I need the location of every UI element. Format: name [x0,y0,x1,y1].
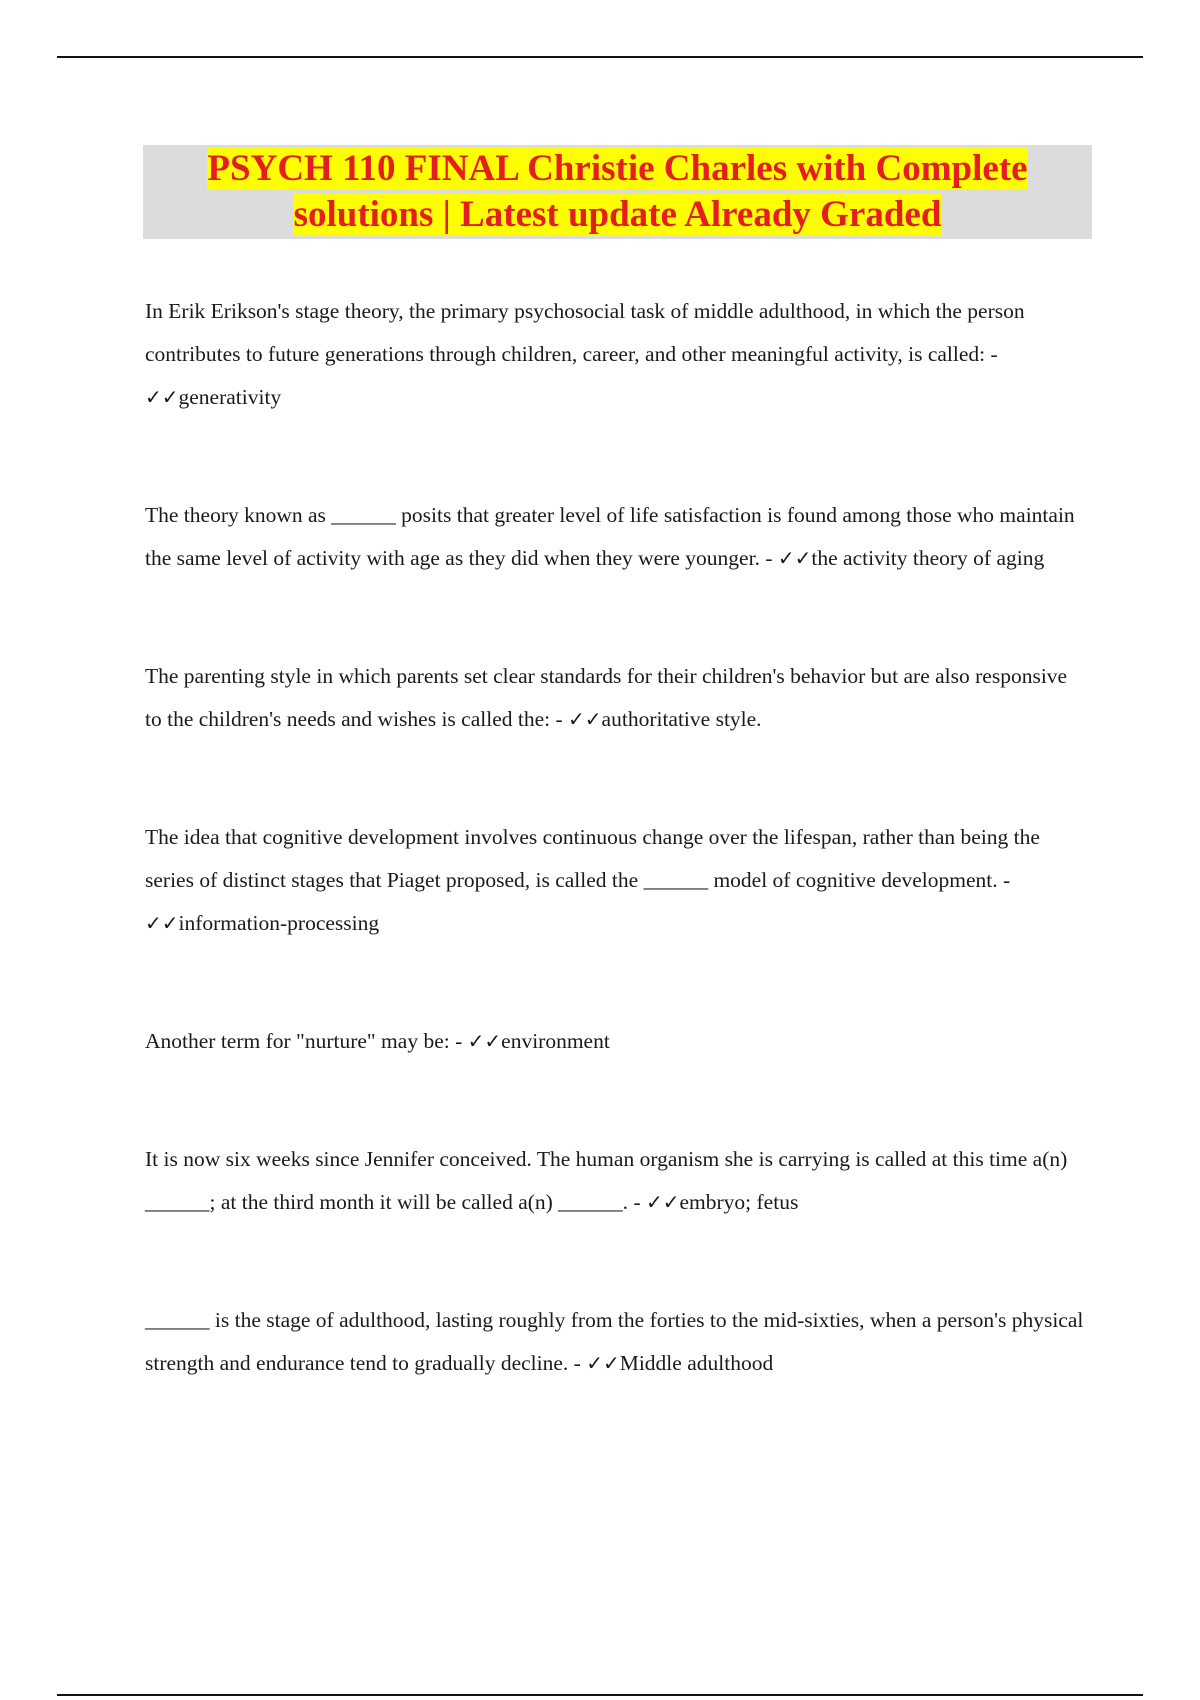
page-top-rule [57,56,1143,58]
check-icon: ✓✓ [645,1190,680,1214]
question-text: ______ is the stage of adulthood, lasting roughly from the forties to the mid-sixties, when a person's physical strength and endurance tend to gradually decline. [145,1308,1084,1375]
answer-text: generativity [178,385,282,409]
answer-text: Middle adulthood [619,1351,774,1375]
qa-item [145,1138,1085,1224]
check-icon: ✓✓ [145,911,179,935]
qa-item [145,494,1085,580]
answer-text: the activity theory of aging [811,546,1045,570]
check-icon: ✓✓ [586,1351,620,1375]
qa-item [145,1020,1085,1063]
answer-separator: - [985,342,998,366]
answer-text: environment [501,1029,610,1053]
answer-text: information-processing [178,911,380,935]
answer-text: authoritative style. [601,707,762,731]
answer-separator: - [568,1351,587,1375]
answer-text: embryo; fetus [679,1190,799,1214]
page-bottom-rule [57,1694,1143,1696]
question-text: The parenting style in which parents set clear standards for their children's behavior but are also responsive to the children's needs and wishes is called the: [145,664,1068,731]
qa-item [145,1299,1085,1385]
question-text: Another term for "nurture" may be: [145,1029,450,1053]
answer-separator: - [759,546,778,570]
question-text: In Erik Erikson's stage theory, the primary psychosocial task of middle adulthood, in which the person contributes to future generations through children, career, and other meaningful activity, is called: [145,299,1025,366]
answer-separator: - [997,868,1011,892]
answer-separator: - [449,1029,468,1053]
check-icon: ✓✓ [568,707,602,731]
title-banner [143,145,1092,239]
document-title-text: PSYCH 110 FINAL Christie Charles with Complete solutions | Latest update Already Graded [207,148,1028,235]
qa-list [145,290,1085,1460]
check-icon: ✓✓ [145,385,179,409]
answer-separator: - [550,707,569,731]
check-icon: ✓✓ [777,546,812,570]
qa-item [145,290,1085,419]
question-text: The idea that cognitive development involves continuous change over the lifespan, rather than being the series of distinct stages that Piaget proposed, is called the ______ model of cognitive development. [145,825,1040,892]
qa-item [145,816,1085,945]
check-icon: ✓✓ [467,1029,502,1053]
qa-item [145,655,1085,741]
question-text: The theory known as ______ posits that greater level of life satisfaction is found among those who maintain the same level of activity with age as they did when they were younger. [145,503,1075,570]
answer-separator: - [628,1190,646,1214]
question-text: It is now six weeks since Jennifer conceived. The human organism she is carrying is called at this time a(n) ______; at the third month it will be called a(n) ______. [145,1147,1068,1214]
document-title [143,146,1092,238]
